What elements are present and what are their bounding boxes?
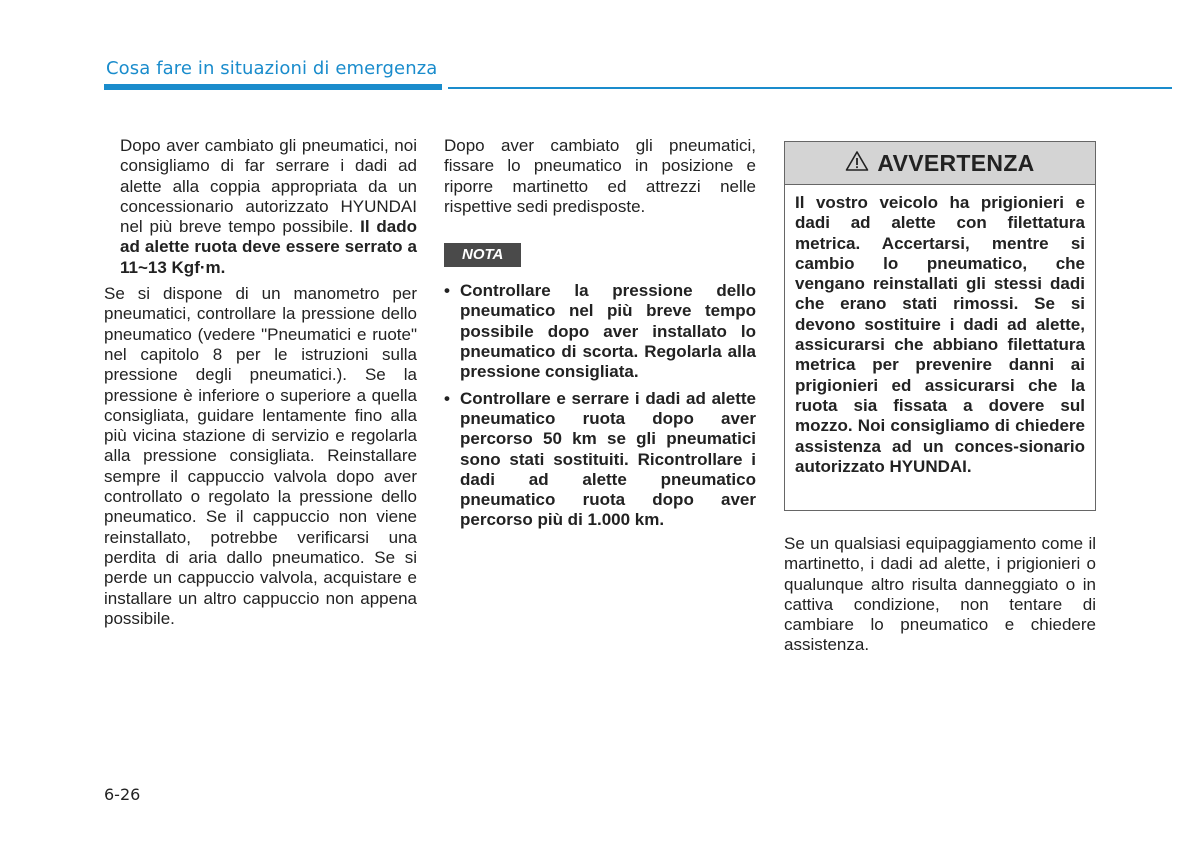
column-middle (444, 136, 756, 531)
paragraph-tightening-text: Dopo aver cambiato gli pneumatici, noi consigliamo di far serrare i dadi ad alette alla coppia appropriata da un concessionario autorizzato HYUNDAI nel più breve tempo possibile. (120, 136, 417, 237)
list-item-text: Controllare la pressione dello pneumatico nel più breve tempo possibile dopo aver installato lo pneumatico di scorta. Regolarla alla pressione consigliata. (460, 281, 756, 382)
column-left (104, 136, 417, 629)
page-number: 6-26 (104, 785, 141, 804)
nota-label: NOTA (444, 243, 521, 267)
paragraph-stow-tools: Dopo aver cambiato gli pneumatici, fissare lo pneumatico in posizione e riporre martinetto ed attrezzi nelle rispettive sedi predisposte. (444, 136, 756, 216)
list-item (444, 281, 756, 382)
section-title: Cosa fare in situazioni di emergenza (106, 58, 438, 79)
header-accent-bar (104, 84, 442, 90)
nota-list (444, 281, 756, 531)
bullet-mark: • (444, 388, 450, 408)
warning-box (784, 141, 1096, 511)
column-right (784, 534, 1096, 656)
list-item-text: Controllare e serrare i dadi ad alette pneumatico ruota dopo aver percorso 50 km se gli pneumatici sono stati sostituiti. Ricontrollare i dadi ad alette pneumatico pneumatico ruota dopo aver percorso più di 1.000 km. (460, 388, 756, 530)
warning-header (785, 142, 1095, 185)
paragraph-damaged-equipment: Se un qualsiasi equipaggiamento come il martinetto, i dadi ad alette, i prigionieri o qualunque altro risulta danneggiato o in cattiva condizione, non tentare di cambiare lo pneumatico e chiedere assistenza. (784, 534, 1096, 655)
paragraph-pressure: Se si dispone di un manometro per pneumatici, controllare la pressione dello pneumatico (vedere "Pneumatici e ruote" nel capitolo 8 per le istruzioni sulla pressione degli pneumatici.). Se la pressione è inferiore o superiore a quella consigliata, guidare lentamente fino alla più vicina stazione di servizio e regolarla alla pressione consigliata. Reinstallare sempre il cappuccio valvola dopo aver controllato o regolato la pressione dello pneumatico. Se il cappuccio non viene reinstallato, potrebbe verificarsi una perdita di aria dallo pneumatico. Se si perde un cappuccio valvola, acquistare e installare un altro cappuccio non appena possibile. (104, 284, 417, 628)
warning-text: Il vostro veicolo ha prigionieri e dadi ad alette con filettatura metrica. Accertarsi, mentre si cambio lo pneumatico, che vengano reinstallati gli stessi dadi che erano stati rimossi. Se si devono sostituire i dadi ad alette, assicurarsi che abbiano filettatura metrica per prevenire danni ai prigionieri ed assicurarsi che la ruota sia fissata a dovere sul mozzo. Noi consigliamo di chiedere assistenza ad un conces-sionario autorizzato HYUNDAI. (795, 193, 1085, 476)
warning-title: AVVERTENZA (877, 149, 1035, 176)
list-item (444, 389, 756, 531)
header-rule (448, 87, 1172, 89)
paragraph-tightening-torque: Il dado ad alette ruota deve essere serrato a 11~13 Kgf·m. (120, 217, 417, 277)
paragraph-tightening (104, 136, 417, 278)
warning-triangle-icon (845, 150, 869, 177)
bullet-mark: • (444, 281, 450, 301)
